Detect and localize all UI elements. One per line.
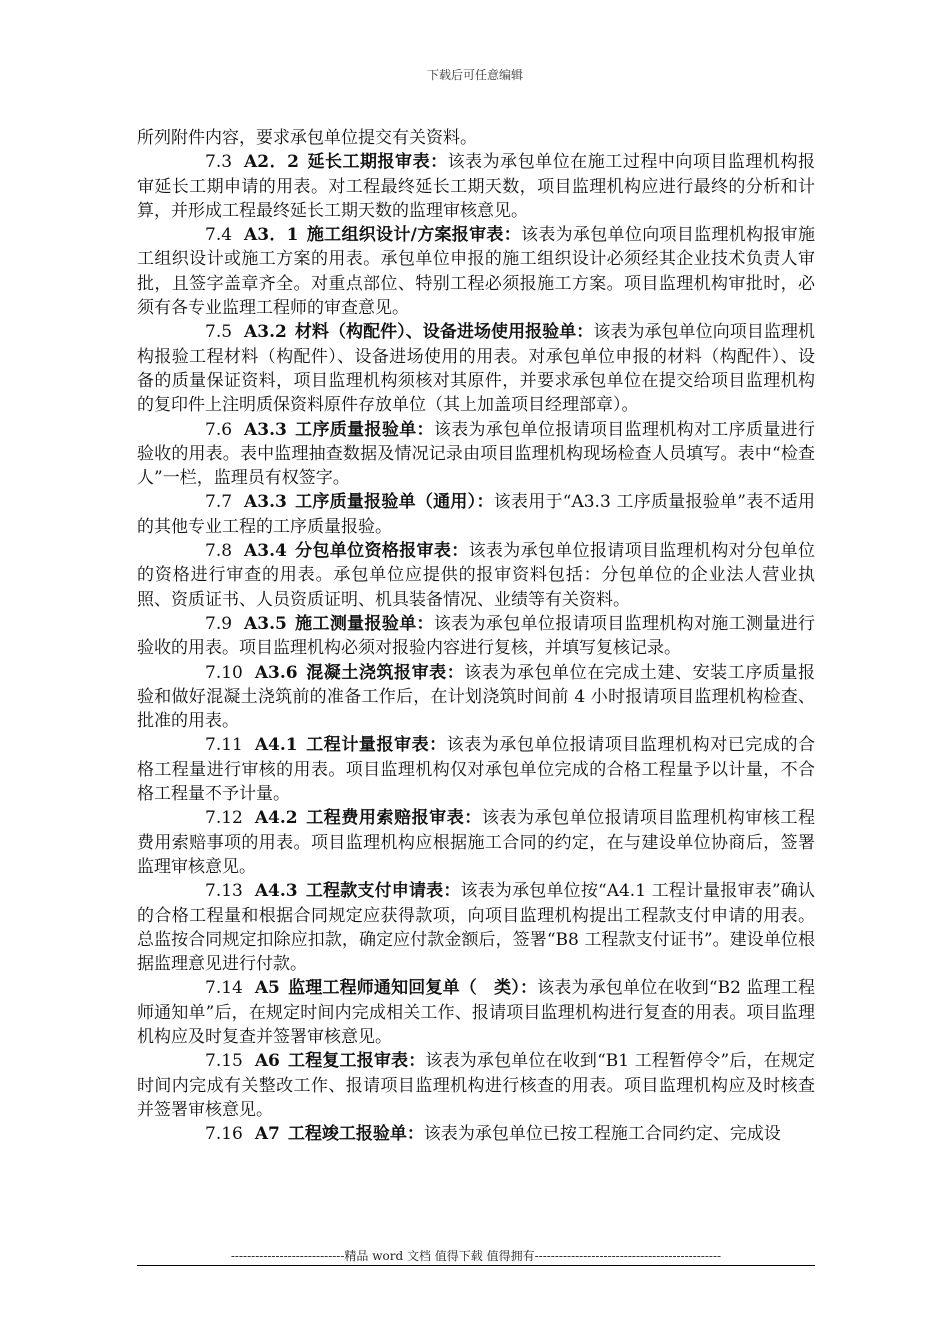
section-body: 该表为承包单位报请项目监理机构对已完成的合格工程量进行审核的用表。项目监理机构仅对承包单位完成的合格工程量予以计量，不合格工程量不予计量。 <box>137 735 816 805</box>
section-paragraph <box>137 150 815 223</box>
form-code: A3.5 <box>244 613 287 634</box>
section-paragraph <box>137 490 815 539</box>
form-title: 监理工程师通知回复单（ 类）： <box>287 978 538 999</box>
section-paragraph <box>137 661 815 734</box>
form-code: A3．1 <box>244 225 299 246</box>
section-body: 该表为承包单位报请项目监理机构对分包单位的资格进行审查的用表。承包单位应提供的报审资料包括：分包单位的企业法人营业执照、资质证书、人员资质证明、机具装备情况、业绩等有关资料。 <box>137 541 816 610</box>
section-paragraph <box>137 1049 815 1122</box>
form-title: 工程竣工报验单： <box>287 1124 424 1145</box>
section-list <box>137 150 815 1146</box>
section-body: 该表为承包单位向项目监理机构报审施工组织设计或施工方案的用表。承包单位申报的施工组织设计必须经其企业技术负责人审批，且签字盖章齐全。对重点部位、特别工程必须报施工方案。项目监理机构审批时，必须有各专业监理工程师的审查意见。 <box>137 225 815 319</box>
section-body: 该表为承包单位报请项目监理机构对施工测量进行验收的用表。项目监理机构必须对报验内容进行复核，并填写复核记录。 <box>137 613 816 659</box>
section-number: 7.11 <box>205 735 243 756</box>
form-title: 施工测量报验单： <box>294 613 434 634</box>
form-code: A4.1 <box>254 735 298 756</box>
section-body: 该表为承包单位在完成土建、安装工序质量报验和做好混凝土浇筑前的准备工作后，在计划浇筑时间前 4 小时报请项目监理机构检查、批准的用表。 <box>137 662 816 732</box>
section-body: 该表为承包单位在施工过程中向项目监理机构报审延长工期申请的用表。对工程最终延长工期天数，项目监理机构应进行最终的分析和计算，并形成工程最终延长工期天数的监理审核意见。 <box>137 152 816 221</box>
form-title: 工程计量报审表： <box>305 735 447 756</box>
section-paragraph <box>137 223 815 320</box>
section-number: 7.14 <box>205 978 243 999</box>
section-number: 7.4 <box>205 225 233 246</box>
form-code: A3.3 <box>244 492 287 513</box>
form-title: 工程费用索赔报审表： <box>305 808 482 829</box>
section-number: 7.5 <box>205 322 233 343</box>
form-title: 分包单位资格报审表： <box>294 541 469 562</box>
section-paragraph <box>137 1122 815 1146</box>
form-title: 工序质量报验单（通用）： <box>294 492 494 513</box>
section-number: 7.8 <box>205 541 233 562</box>
section-paragraph <box>137 320 815 417</box>
document-body <box>137 126 815 1146</box>
form-title: 材料（构配件）、设备进场使用报验单： <box>294 322 594 343</box>
section-body: 该表为承包单位按“A4.1 工程计量报审表”确认的合格工程量和根据合同规定应获得款项，向项目监理机构提出工程款支付申请的用表。总监按合同规定扣除应扣款，确定应付款金额后，签署“B8 工程款支付证书”。建设单位根据监理意见进行付款。 <box>137 881 815 975</box>
form-title: 工程复工报审表： <box>287 1051 426 1072</box>
form-code: A2．2 <box>244 152 299 173</box>
continuation-paragraph: 所列附件内容，要求承包单位提交有关资料。 <box>137 128 477 148</box>
section-paragraph <box>137 539 815 612</box>
section-number: 7.9 <box>205 613 233 634</box>
form-code: A3.4 <box>244 541 287 562</box>
section-paragraph <box>137 612 815 661</box>
section-paragraph <box>137 976 815 1049</box>
section-number: 7.7 <box>205 492 233 513</box>
form-code: A5 <box>254 978 280 999</box>
form-title: 延长工期报审表： <box>306 152 448 173</box>
form-code: A6 <box>254 1051 280 1072</box>
section-body: 该表为承包单位已按工程施工合同约定、完成设 <box>423 1124 781 1145</box>
section-paragraph <box>137 418 815 491</box>
section-body: 该表为承包单位在收到“B2 监理工程师通知单”后，在规定时间内完成相关工作、报请项目监理机构进行复查的用表。项目监理机构应及时复查并签署审核意见。 <box>137 978 816 1047</box>
form-code: A4.2 <box>254 808 298 829</box>
form-code: A3.3 <box>244 419 287 440</box>
form-code: A4.3 <box>254 881 298 902</box>
section-number: 7.3 <box>205 152 233 173</box>
section-paragraph <box>137 806 815 879</box>
section-number: 7.13 <box>205 881 243 902</box>
page-footer: ----------------------------精品 word 文档 值得下载 值得拥有---------------------------------------------- <box>230 1249 722 1263</box>
section-number: 7.6 <box>205 419 233 440</box>
form-title: 施工组织设计/方案报审表： <box>306 225 522 246</box>
section-number: 7.10 <box>205 662 243 683</box>
form-title: 混凝土浇筑报审表： <box>305 662 465 683</box>
section-number: 7.16 <box>205 1124 243 1145</box>
section-number: 7.15 <box>205 1051 243 1072</box>
section-body: 该表为承包单位报请项目监理机构审核工程费用索赔事项的用表。项目监理机构应根据施工合同的约定，在与建设单位协商后，签署监理审核意见。 <box>137 808 816 877</box>
footer-rule <box>137 1265 815 1266</box>
section-paragraph <box>137 879 815 976</box>
form-code: A3.6 <box>254 662 298 683</box>
section-body: 该表为承包单位报请项目监理机构对工序质量进行验收的用表。表中监理抽查数据及情况记录由项目监理机构现场检查人员填写。表中“检查人”一栏，监理员有权签字。 <box>137 419 816 489</box>
form-code: A7 <box>254 1124 280 1145</box>
section-body: 该表为承包单位在收到“B1 工程暂停令”后，在规定时间内完成有关整改工作、报请项目监理机构进行核查的用表。项目监理机构应及时核查并签署审核意见。 <box>137 1051 816 1120</box>
form-code: A3.2 <box>244 322 287 343</box>
section-body: 该表为承包单位向项目监理机构报验工程材料（构配件）、设备进场使用的用表。对承包单位申报的材料（构配件）、设备的质量保证资料，项目监理机构须核对其原件，并要求承包单位在提交给项目监理机构的复印件上注明质保资料原件存放单位（其上加盖项目经理部章）。 <box>137 322 816 416</box>
section-paragraph <box>137 733 815 806</box>
page-header: 下载后可任意编辑 <box>426 68 523 82</box>
form-title: 工程款支付申请表： <box>305 881 461 902</box>
section-number: 7.12 <box>205 808 243 829</box>
section-body: 该表用于“A3.3 工序质量报验单”表不适用的其他专业工程的工序质量报验。 <box>137 492 815 537</box>
form-title: 工序质量报验单： <box>294 419 434 440</box>
